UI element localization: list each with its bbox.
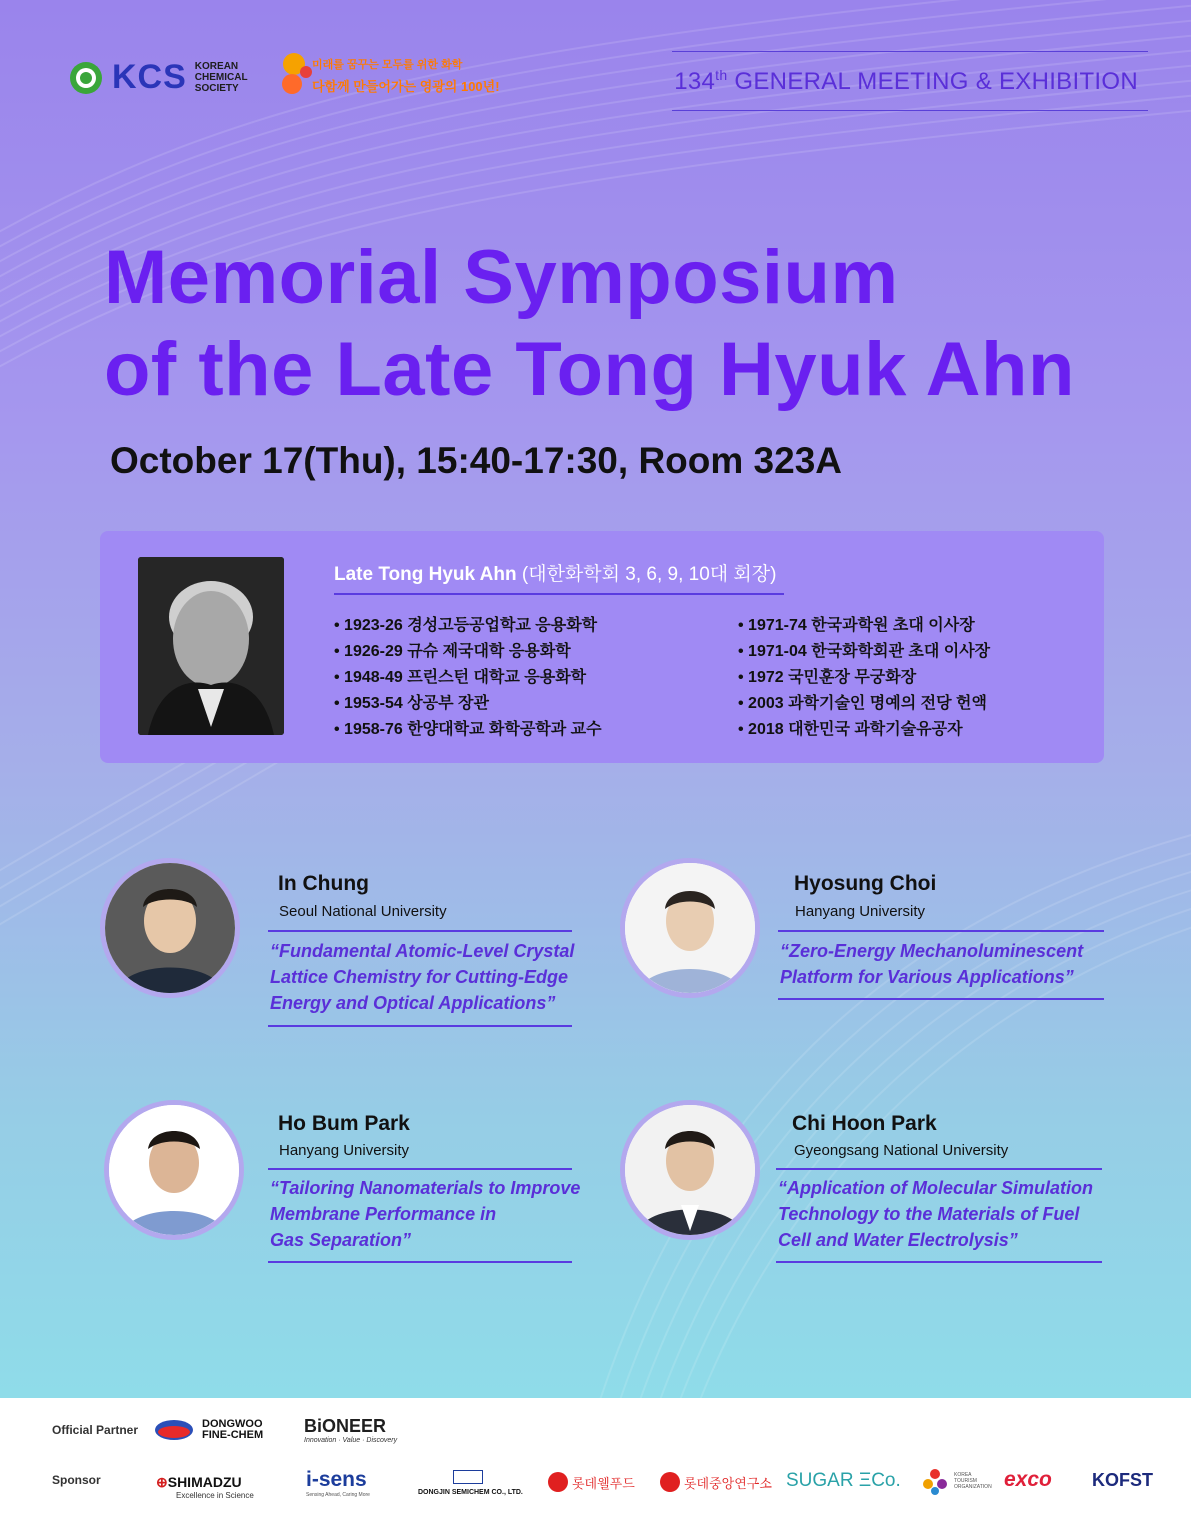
centennial-slogan-2: 다함께 만들어가는 영광의 100년! bbox=[312, 79, 500, 94]
bio-item: • 1953-54 상공부 장관 bbox=[334, 691, 602, 717]
sponsor-footer bbox=[0, 1398, 1191, 1531]
speaker-name: Ho Bum Park bbox=[278, 1112, 410, 1135]
speaker-affiliation: Hanyang University bbox=[279, 1142, 410, 1159]
sponsor-lotte-wellfood: 롯데웰푸드 bbox=[548, 1472, 635, 1492]
speaker-divider bbox=[268, 1261, 572, 1263]
centennial-logo bbox=[282, 52, 500, 103]
portrait-image bbox=[138, 557, 284, 735]
sponsor-kto: KOREA TOURISM ORGANIZATION bbox=[920, 1466, 988, 1496]
bio-item: • 1971-74 한국과학원 초대 이사장 bbox=[738, 613, 990, 639]
kcs-fullname: KOREAN CHEMICAL SOCIETY bbox=[194, 61, 248, 94]
bio-item: • 1958-76 한양대학교 화학공학과 교수 bbox=[334, 717, 602, 743]
bio-card bbox=[100, 531, 1104, 763]
kcs-logo bbox=[68, 58, 248, 97]
speaker-talk-title: “Application of Molecular Simulation Technology to the Materials of Fuel Cell and Water Electrolysis” bbox=[778, 1178, 1094, 1250]
bio-list-right bbox=[738, 613, 990, 743]
sponsor-shimadzu: ⊕SHIMADZU Excellence in Science bbox=[156, 1474, 254, 1500]
dongwoo-logo-icon bbox=[154, 1418, 194, 1442]
kto-logo-icon bbox=[920, 1466, 950, 1496]
speaker-divider bbox=[778, 930, 1104, 932]
speaker-divider bbox=[268, 930, 572, 932]
shimadzu-mark-icon: ⊕ bbox=[156, 1474, 168, 1490]
speaker-divider bbox=[776, 1261, 1102, 1263]
sponsor-exco: exco bbox=[1004, 1468, 1052, 1491]
speaker-photo-chi-hoon-park bbox=[620, 1100, 760, 1240]
bio-item: • 1923-26 경성고등공업학교 응용화학 bbox=[334, 613, 602, 639]
speaker-name: In Chung bbox=[278, 872, 369, 895]
bio-heading: Late Tong Hyuk Ahn (대한화학회 3, 6, 9, 10대 회장) bbox=[334, 564, 777, 585]
sponsor-kofst: KOFST bbox=[1092, 1470, 1153, 1490]
speaker-affiliation: Hanyang University bbox=[795, 903, 926, 920]
speaker-divider bbox=[268, 1025, 572, 1027]
speaker-portrait bbox=[109, 1105, 239, 1235]
event-datetime: October 17(Thu), 15:40-17:30, Room 323A bbox=[110, 440, 842, 481]
lotte-logo-icon bbox=[548, 1472, 568, 1492]
bio-item: • 1972 국민훈장 무궁화장 bbox=[738, 665, 990, 691]
bio-item: • 2003 과학기술인 명예의 전당 헌액 bbox=[738, 691, 990, 717]
speaker-affiliation: Seoul National University bbox=[279, 903, 447, 920]
bio-item: • 2018 대한민국 과학기술유공자 bbox=[738, 717, 990, 743]
speaker-photo-ho-bum-park bbox=[104, 1100, 244, 1240]
kcs-emblem-icon bbox=[68, 60, 104, 96]
meeting-title: 134th GENERAL MEETING & EXHIBITION bbox=[674, 67, 1138, 95]
speaker-name: Chi Hoon Park bbox=[792, 1112, 937, 1135]
sponsor-isens: i-sens Sensing Ahead, Caring More bbox=[306, 1468, 370, 1498]
speaker-name: Hyosung Choi bbox=[794, 872, 937, 895]
centennial-emblem-icon bbox=[282, 52, 312, 98]
speaker-divider bbox=[778, 998, 1104, 1000]
centennial-slogan-1: 미래를 꿈꾸는 모두를 위한 화학 bbox=[312, 59, 463, 71]
sponsor-label: Sponsor bbox=[52, 1473, 101, 1487]
bio-item: • 1971-04 한국화학회관 초대 이사장 bbox=[738, 639, 990, 665]
speaker-divider bbox=[268, 1168, 572, 1170]
sponsor-sugar-eco: SUGAR ΞCo. bbox=[786, 1470, 901, 1491]
speaker-portrait bbox=[105, 863, 235, 993]
sponsor-dongjin: DONGJIN SEMICHEM CO., LTD. bbox=[418, 1470, 518, 1496]
lotte-logo-icon bbox=[660, 1472, 680, 1492]
speaker-talk-title: “Tailoring Nanomaterials to Improve Membrane Performance in Gas Separation” bbox=[270, 1178, 581, 1250]
sponsor-lotte-rnd: 롯데중앙연구소 bbox=[660, 1472, 772, 1492]
speaker-divider bbox=[776, 1168, 1102, 1170]
speaker-talk-title: “Zero-Energy Mechanoluminescent Platform for Various Applications” bbox=[780, 941, 1084, 987]
title-line-2: of the Late Tong Hyuk Ahn bbox=[104, 327, 1075, 412]
dongjin-logo-icon bbox=[453, 1470, 483, 1484]
speaker-portrait bbox=[625, 1105, 755, 1235]
speaker-talk-title: “Fundamental Atomic-Level Crystal Lattice Chemistry for Cutting-Edge Energy and Optical Applications” bbox=[270, 941, 575, 1013]
bio-list-left bbox=[334, 613, 602, 743]
speaker-photo-in-chung bbox=[100, 858, 240, 998]
speaker-photo-hyosung-choi bbox=[620, 858, 760, 998]
speaker-portrait bbox=[625, 863, 755, 993]
partner-label: Official Partner bbox=[52, 1423, 139, 1437]
portrait-tong-hyuk-ahn bbox=[138, 557, 284, 735]
kcs-wordmark: KCS bbox=[112, 58, 187, 96]
partner-dongwoo: DONGWOO FINE-CHEM bbox=[154, 1418, 272, 1442]
bio-divider bbox=[334, 593, 784, 595]
meeting-banner bbox=[672, 51, 1148, 111]
bio-item: • 1948-49 프린스턴 대학교 응용화학 bbox=[334, 665, 602, 691]
speaker-affiliation: Gyeongsang National University bbox=[794, 1142, 1009, 1159]
page-title bbox=[104, 232, 1075, 416]
bio-item: • 1926-29 규슈 제국대학 응용화학 bbox=[334, 639, 602, 665]
partner-bioneer: BiONEER Innovation · Value · Discovery bbox=[304, 1416, 398, 1444]
title-line-1: Memorial Symposium bbox=[104, 235, 899, 320]
